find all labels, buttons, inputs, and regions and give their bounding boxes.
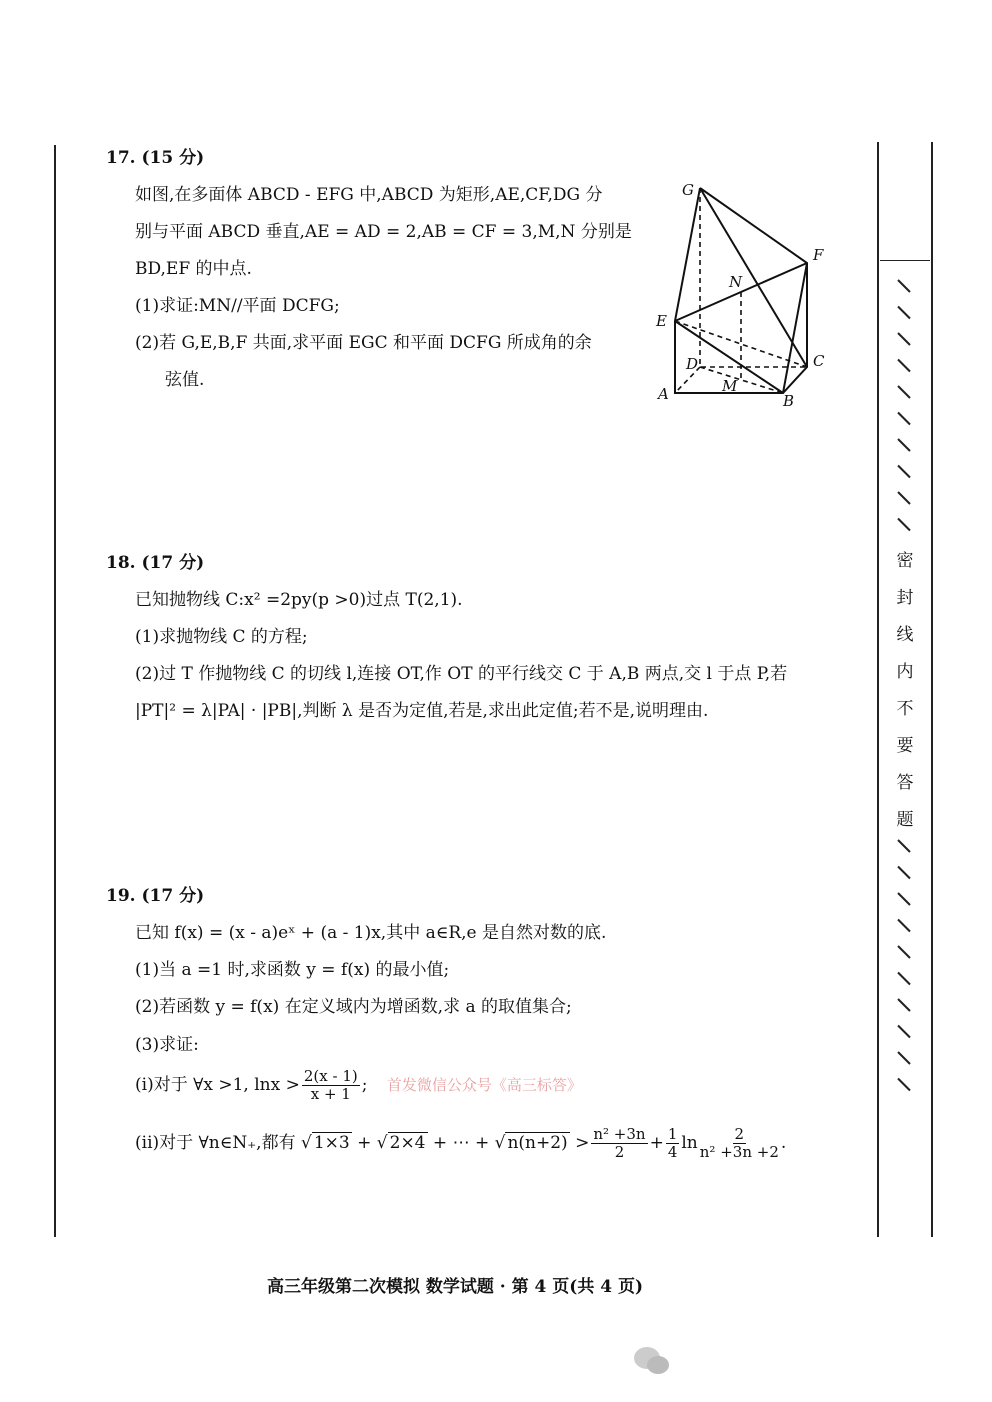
q17-line: 如图,在多面体 ABCD - EFG 中,ABCD 为矩形,AE,CF,DG 分 xyxy=(135,185,603,205)
i-numerator: 2(x - 1) xyxy=(303,1067,358,1085)
seal-slash xyxy=(898,466,910,478)
q18-part2-cont: |PT|² = λ|PA| · |PB|,判断 λ 是否为定值,若是,求出此定值;若不是,说明理由. xyxy=(135,701,709,721)
q17-part1: (1)求证:MN//平面 DCFG; xyxy=(135,296,340,316)
seal-slash xyxy=(898,386,910,398)
seal-slash xyxy=(898,946,910,958)
seal-slash xyxy=(898,973,910,985)
seal-slash xyxy=(898,1052,910,1064)
ii-gt: > xyxy=(575,1133,590,1153)
label-E: E xyxy=(656,312,667,330)
seal-slash xyxy=(898,893,910,905)
seal-char: 要 xyxy=(896,736,914,756)
q19-part3-i xyxy=(135,1068,582,1103)
footer: 高三年级第二次模拟 数学试题 · 第 4 页(共 4 页) xyxy=(266,1277,644,1297)
seal-slash xyxy=(898,999,910,1011)
seal-slash xyxy=(898,920,910,932)
ii-frac3 xyxy=(700,1126,779,1161)
seal-slash xyxy=(898,439,910,451)
label-F: F xyxy=(813,246,824,264)
ii-frac2-den: 4 xyxy=(667,1143,678,1161)
i-prefix: (i)对于 ∀x >1, lnx > xyxy=(135,1075,300,1095)
ii-root1: 1×3 xyxy=(313,1133,350,1153)
q19-header: 19. (17 分) xyxy=(106,886,205,906)
label-D: D xyxy=(686,355,699,373)
q18-part2: (2)过 T 作抛物线 C 的切线 l,连接 OT,作 OT 的平行线交 C 于 A,B 两点,交 l 于点 P,若 xyxy=(135,664,788,684)
ii-frac3-den: n² +3n +2 xyxy=(699,1143,779,1161)
ii-end: . xyxy=(780,1133,787,1153)
ii-dots: + ⋯ + xyxy=(432,1133,490,1153)
seal-slash xyxy=(898,867,910,879)
q19-part2: (2)若函数 y = f(x) 在定义域内为增函数,求 a 的取值集合; xyxy=(135,997,572,1017)
label-M: M xyxy=(722,377,738,395)
seal-slash xyxy=(898,413,910,425)
ii-prefix: (ii)对于 ∀n∈N₊,都有 xyxy=(135,1133,296,1153)
seal-char: 答 xyxy=(896,773,914,793)
ii-ln: ln xyxy=(681,1133,698,1153)
seal-slash xyxy=(898,360,910,372)
seal-char: 线 xyxy=(896,625,914,645)
q18-header: 18. (17 分) xyxy=(106,553,205,573)
label-C: C xyxy=(813,352,825,370)
seal-slash xyxy=(898,519,910,531)
seal-slash xyxy=(898,840,910,852)
wechat-icon xyxy=(632,1344,672,1378)
label-N: N xyxy=(729,273,743,291)
q17-part2: (2)若 G,E,B,F 共面,求平面 EGC 和平面 DCFG 所成角的余 xyxy=(135,333,592,353)
ii-frac2-num: 1 xyxy=(667,1125,678,1143)
label-A: A xyxy=(658,385,669,403)
seal-char: 内 xyxy=(896,662,914,682)
q17-header: 17. (15 分) xyxy=(106,148,205,168)
seal-slash xyxy=(898,333,910,345)
i-suffix: ; xyxy=(361,1075,368,1095)
q19-part1: (1)当 a =1 时,求函数 y = f(x) 的最小值; xyxy=(135,960,450,980)
seal-char: 封 xyxy=(896,588,914,608)
seal-char: 不 xyxy=(896,699,914,719)
label-B: B xyxy=(783,392,795,410)
q17-line: 别与平面 ABCD 垂直,AE = AD = 2,AB = CF = 3,M,N 分别是 xyxy=(135,222,632,242)
seal-char: 题 xyxy=(896,810,914,830)
seal-slash xyxy=(898,1026,910,1038)
q19-part3: (3)求证: xyxy=(135,1035,199,1055)
seal-slash xyxy=(898,280,910,292)
q17-line: BD,EF 的中点. xyxy=(135,259,252,279)
i-fraction xyxy=(302,1068,360,1103)
ii-frac2 xyxy=(666,1126,680,1161)
q18-part1: (1)求抛物线 C 的方程; xyxy=(135,627,308,647)
q17-part2-cont: 弦值. xyxy=(165,370,205,390)
ii-frac1 xyxy=(591,1126,647,1161)
ii-plus: + xyxy=(649,1133,664,1153)
q19-line: 已知 f(x) = (x - a)eˣ + (a - 1)x,其中 a∈R,e 是自然对数的底. xyxy=(135,923,607,943)
seal-char: 密 xyxy=(896,551,914,571)
ii-frac3-num: 2 xyxy=(734,1125,745,1143)
seal-slash xyxy=(898,307,910,319)
ii-frac1-num: n² +3n xyxy=(593,1125,646,1143)
q18-line: 已知抛物线 C:x² =2py(p >0)过点 T(2,1). xyxy=(135,590,463,610)
label-G: G xyxy=(682,181,694,199)
seal-slash xyxy=(898,492,910,504)
ii-frac1-den: 2 xyxy=(614,1143,625,1161)
seal-slash xyxy=(898,1079,910,1091)
watermark: 首发微信公众号《高三标答》 xyxy=(386,1076,582,1094)
ii-root3: n(n+2) xyxy=(507,1133,568,1153)
q19-part3-ii: (ii)对于 ∀n∈N₊,都有 √ 1×3 + √ 2×4 + ⋯ + √ n(n+2) > $\frac{\text{n² +3n}}{2}$ + $\frac{1}{4}$ ln $\frac{2}{\text{n² +3n +2}}$ . xyxy=(135,1125,787,1161)
ii-root2: 2×4 xyxy=(389,1133,426,1153)
i-denominator: x + 1 xyxy=(310,1085,351,1103)
